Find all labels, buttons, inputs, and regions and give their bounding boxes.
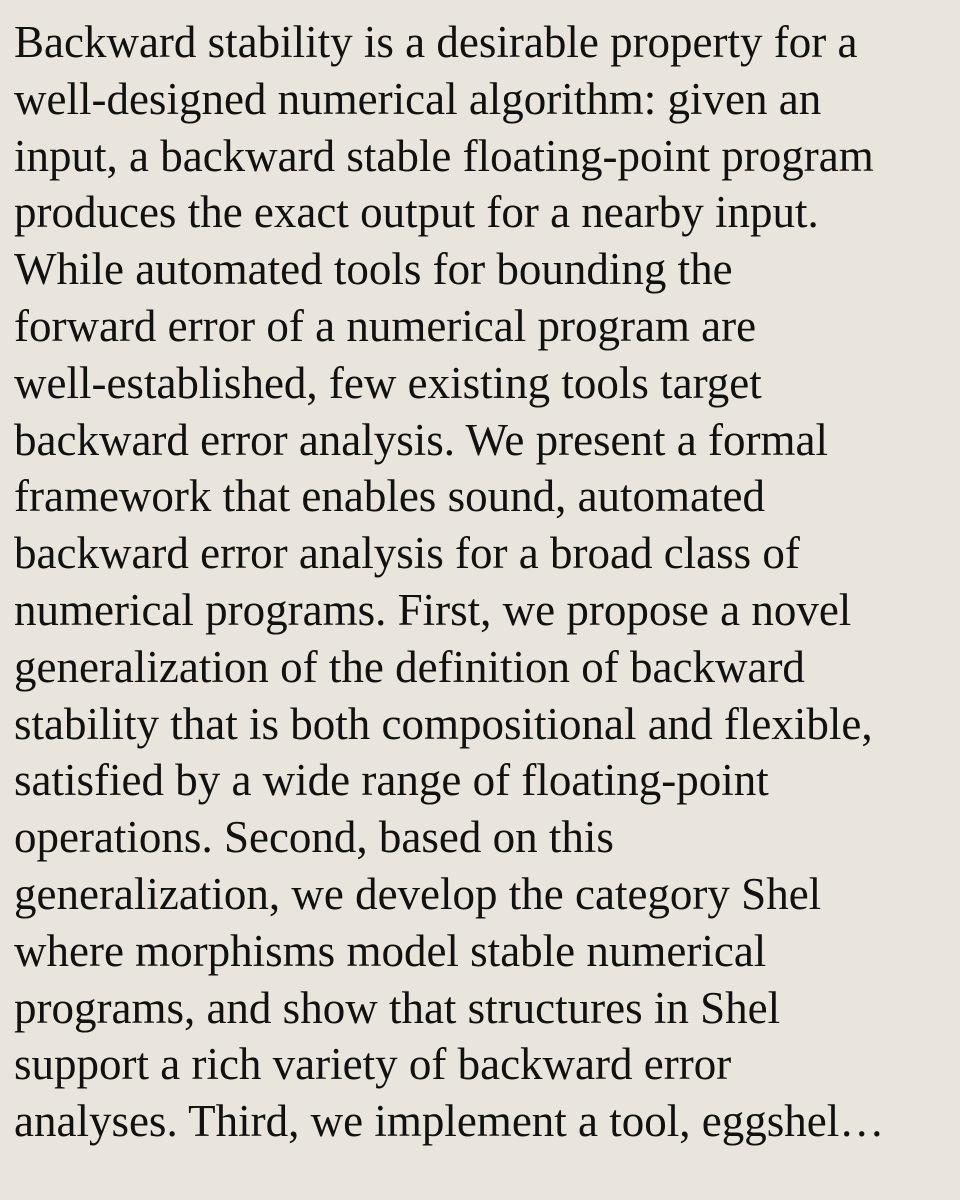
- abstract-text-block: [14, 14, 960, 1150]
- text-line: forward error of a numerical program are: [14, 300, 757, 351]
- text-line: satisfied by a wide range of floating-point: [14, 755, 769, 806]
- text-line: programs, and show that structures in Shel: [14, 982, 781, 1033]
- text-line: operations. Second, based on this: [14, 812, 614, 863]
- text-line: input, a backward stable floating-point program: [14, 130, 874, 181]
- text-line: backward error analysis. We present a formal: [14, 414, 828, 465]
- text-line: backward error analysis for a broad class of: [14, 528, 800, 579]
- text-line: analyses. Third, we implement a tool, eggshel…: [14, 1096, 885, 1147]
- text-line: generalization, we develop the category Shel: [14, 868, 822, 919]
- text-line: generalization of the definition of backward: [14, 641, 805, 692]
- text-line: well-designed numerical algorithm: given an: [14, 73, 822, 124]
- text-line: support a rich variety of backward error: [14, 1039, 732, 1090]
- text-line: numerical programs. First, we propose a novel: [14, 584, 852, 635]
- text-line: produces the exact output for a nearby input.: [14, 187, 819, 238]
- text-line: well-established, few existing tools target: [14, 357, 762, 408]
- text-line: While automated tools for bounding the: [14, 244, 733, 295]
- text-line: Backward stability is a desirable property for a: [14, 17, 858, 67]
- text-line: stability that is both compositional and flexible,: [14, 698, 873, 749]
- text-line: where morphisms model stable numerical: [14, 925, 767, 976]
- text-line: framework that enables sound, automated: [14, 471, 766, 522]
